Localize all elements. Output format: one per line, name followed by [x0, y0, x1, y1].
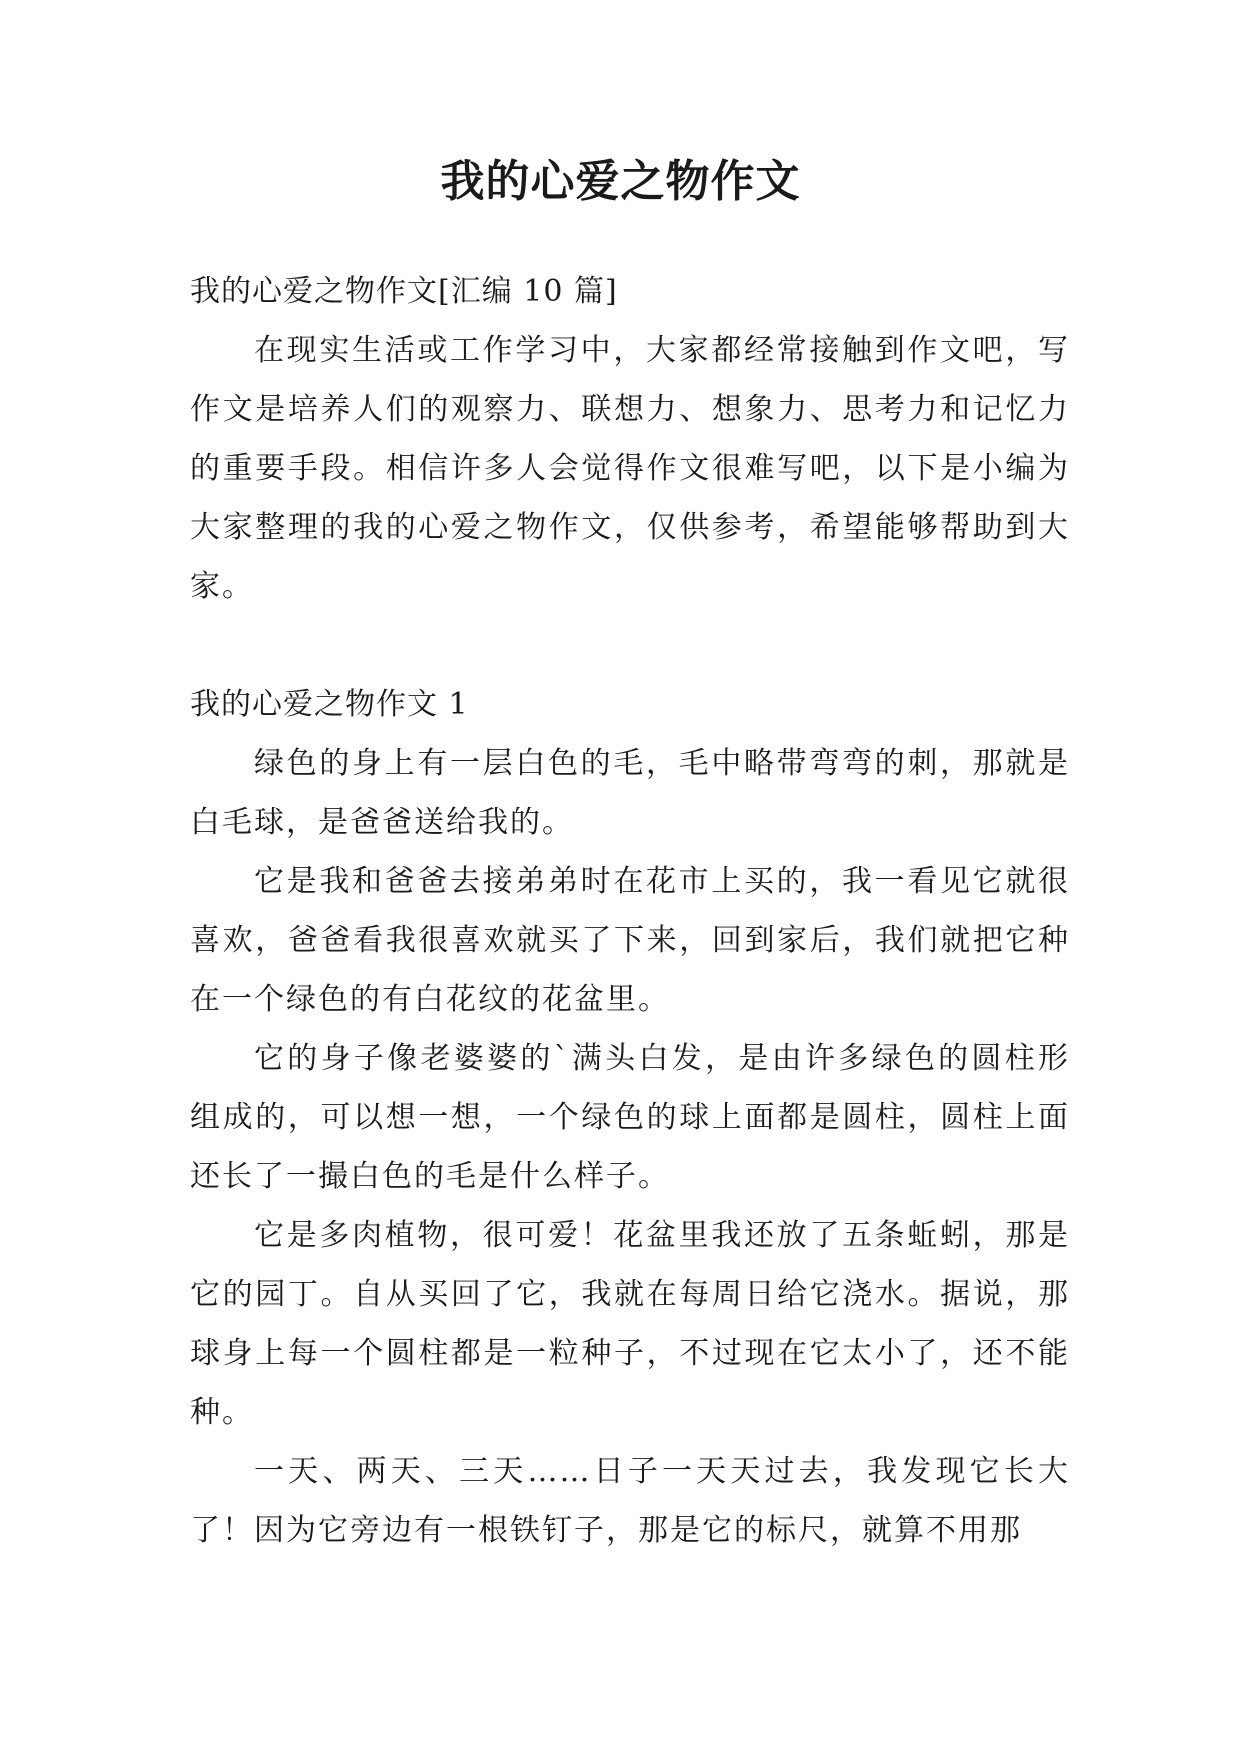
body-paragraph: 它是多肉植物，很可爱！花盆里我还放了五条蚯蚓，那是它的园丁。自从买回了它，我就在每周日给它浇水。据说，那球身上每一个圆柱都是一粒种子，不过现在它太小了，还不能种。 — [190, 1218, 1070, 1430]
body-paragraph: 一天、两天、三天……日子一天天过去，我发现它长大了！因为它旁边有一根铁钉子，那是它的标尺，就算不用那 — [190, 1454, 1070, 1548]
section-spacer — [190, 616, 1070, 675]
section-heading: 我的心爱之物作文 1 — [190, 687, 469, 722]
page-title: 我的心爱之物作文 — [440, 156, 801, 207]
body-paragraph: 它的身子像老婆婆的`满头白发，是由许多绿色的圆柱形组成的，可以想一想，一个绿色的球上面都是圆柱，圆柱上面还长了一撮白色的毛是什么样子。 — [190, 1041, 1070, 1194]
intro-paragraph: 在现实生活或工作学习中，大家都经常接触到作文吧，写作文是培养人们的观察力、联想力、想象力、思考力和记忆力的重要手段。相信许多人会觉得作文很难写吧，以下是小编为大家整理的我的心爱之物作文，仅供参考，希望能够帮助到大家。 — [190, 333, 1070, 604]
document-subtitle: 我的心爱之物作文[汇编 10 篇] — [190, 274, 618, 309]
body-paragraph: 它是我和爸爸去接弟弟时在花市上买的，我一看见它就很喜欢，爸爸看我很喜欢就买了下来，回到家后，我们就把它种在一个绿色的有白花纹的花盆里。 — [190, 864, 1070, 1017]
document-body — [190, 262, 1070, 1560]
body-paragraph: 绿色的身上有一层白色的毛，毛中略带弯弯的刺，那就是白毛球，是爸爸送给我的。 — [190, 746, 1070, 840]
